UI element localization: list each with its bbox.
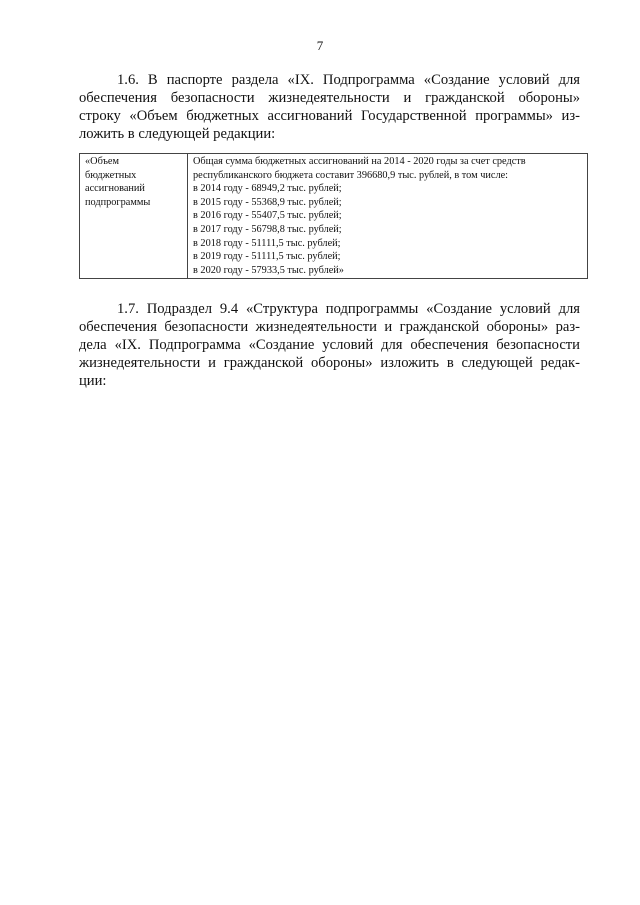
paragraph-line: жизнедеятельности и гражданской обороны» изложить в следующей редак- [79, 355, 580, 371]
label-line: ассигнований [85, 183, 145, 195]
content-line-2016: в 2016 году - 55407,5 тыс. рублей; [193, 210, 342, 222]
content-line-2015: в 2015 году - 55368,9 тыс. рублей; [193, 196, 342, 208]
content-line: республиканского бюджета составит 396680,9 тыс. рублей, в том числе: [193, 169, 509, 181]
table-label-cell [80, 154, 188, 279]
label-line: подпрограммы [85, 196, 151, 208]
content-line-2020: в 2020 году - 57933,5 тыс. рублей» [193, 264, 344, 276]
paragraph-line: ложить в следующей редакции: [79, 126, 276, 142]
paragraph-line: ции: [79, 373, 107, 389]
paragraph-line: 1.7. Подраздел 9.4 «Структура подпрограммы «Создание условий для [117, 301, 580, 317]
table-content-cell [188, 154, 588, 279]
content-line-2019: в 2019 году - 51111,5 тыс. рублей; [193, 251, 341, 263]
label-line: «Объем [85, 156, 119, 167]
paragraph-line: обеспечения безопасности жизнедеятельности и гражданской обороны» [79, 90, 580, 106]
content-line: Общая сумма бюджетных ассигнований на 2014 - 2020 годы за счет средств [193, 156, 526, 167]
table-row [80, 154, 588, 279]
content-line-2018: в 2018 году - 51111,5 тыс. рублей; [193, 237, 341, 249]
label-line: бюджетных [85, 169, 137, 181]
paragraph-1-6 [79, 71, 580, 143]
paragraph-1-7 [79, 300, 580, 390]
paragraph-line: обеспечения безопасности жизнедеятельности и гражданской обороны» раз- [79, 319, 580, 335]
content-line-2017: в 2017 году - 56798,8 тыс. рублей; [193, 223, 342, 235]
page-number: 7 [316, 38, 324, 53]
paragraph-line: 1.6. В паспорте раздела «IX. Подпрограмма «Создание условий для [117, 72, 580, 88]
budget-allocation-table [79, 153, 588, 279]
content-line-2014: в 2014 году - 68949,2 тыс. рублей; [193, 183, 342, 195]
paragraph-line: дела «IX. Подпрограмма «Создание условий для обеспечения безопасности [79, 337, 580, 353]
paragraph-line: строку «Объем бюджетных ассигнований Государственной программы» из- [79, 108, 580, 124]
